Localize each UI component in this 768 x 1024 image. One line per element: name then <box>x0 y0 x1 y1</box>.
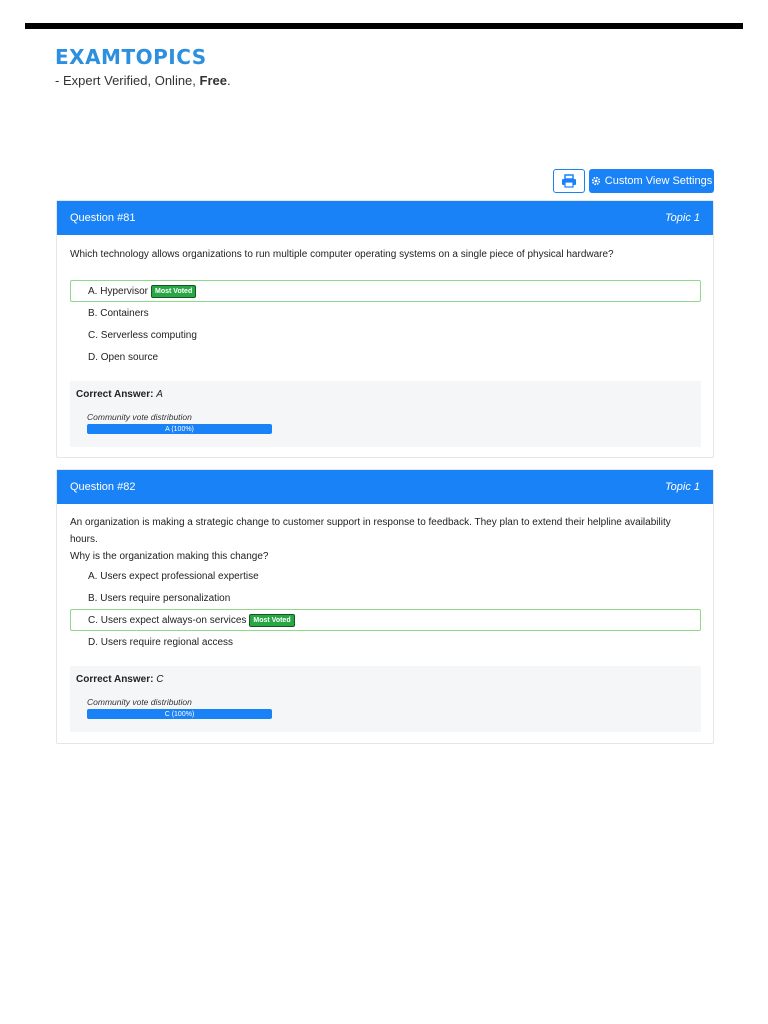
most-voted-badge: Most Voted <box>249 614 294 627</box>
printer-icon <box>561 174 577 188</box>
question-header <box>57 470 713 504</box>
tagline-suffix: . <box>226 73 231 88</box>
correct-answer-label: Correct Answer: <box>76 674 154 685</box>
choice-b[interactable] <box>70 302 701 324</box>
question-text: Which technology allows organizations to run multiple computer operating systems on a single piece of physical hardware? <box>70 249 614 260</box>
question-number: Question #81 <box>70 212 136 224</box>
vote-distribution-label: Community vote distribution <box>87 697 192 707</box>
choice-label: B. Containers <box>88 307 149 319</box>
print-button[interactable] <box>553 169 585 193</box>
correct-answer-value: C <box>156 674 164 685</box>
top-border <box>25 23 743 29</box>
question-text-line: Why is the organization making this change? <box>70 551 269 562</box>
correct-answer-box <box>70 381 701 447</box>
logo-text: EXAMTOPICS <box>55 45 207 69</box>
choice-d[interactable] <box>70 631 701 653</box>
choice-label: D. Users require regional access <box>88 636 234 648</box>
question-topic: Topic 1 <box>664 212 700 224</box>
custom-view-settings-button[interactable] <box>589 169 714 193</box>
tagline-prefix: - Expert Verified, Online, <box>55 73 200 88</box>
choice-c[interactable] <box>70 324 701 346</box>
gear-icon <box>591 176 601 186</box>
question-topic: Topic 1 <box>664 481 700 493</box>
choice-d[interactable] <box>70 346 701 368</box>
choice-a[interactable] <box>70 565 701 587</box>
custom-view-settings-label: Custom View Settings <box>604 175 713 187</box>
examtopics-logo[interactable] <box>55 45 207 69</box>
choice-label: B. Users require personalization <box>88 592 231 604</box>
vote-distribution-label: Community vote distribution <box>87 412 192 422</box>
correct-answer <box>76 389 695 400</box>
question-card-82 <box>56 469 714 744</box>
choice-b[interactable] <box>70 587 701 609</box>
tagline <box>55 73 231 88</box>
question-text-line: An organization is making a strategic change to customer support in response to feedback. They plan to extend their helpline availability hours. <box>70 517 671 545</box>
question-number: Question #82 <box>70 481 136 493</box>
correct-answer-value: A <box>156 389 163 400</box>
question-card-81 <box>56 200 714 458</box>
correct-answer-label: Correct Answer: <box>76 389 154 400</box>
choice-label: D. Open source <box>88 351 159 363</box>
choice-a[interactable] <box>70 280 701 302</box>
vote-distribution-bar: C (100%) <box>87 709 272 719</box>
correct-answer-box <box>70 666 701 732</box>
choice-label: A. Hypervisor <box>88 285 149 297</box>
question-text <box>70 514 700 565</box>
choice-label: A. Users expect professional expertise <box>88 570 259 582</box>
question-header <box>57 201 713 235</box>
correct-answer <box>76 674 695 685</box>
tagline-bold: Free <box>199 73 227 88</box>
choice-c[interactable] <box>70 609 701 631</box>
choice-label: C. Serverless computing <box>88 329 197 341</box>
choice-label: C. Users expect always-on services <box>88 614 247 626</box>
most-voted-badge: Most Voted <box>151 285 196 298</box>
vote-distribution-bar: A (100%) <box>87 424 272 434</box>
